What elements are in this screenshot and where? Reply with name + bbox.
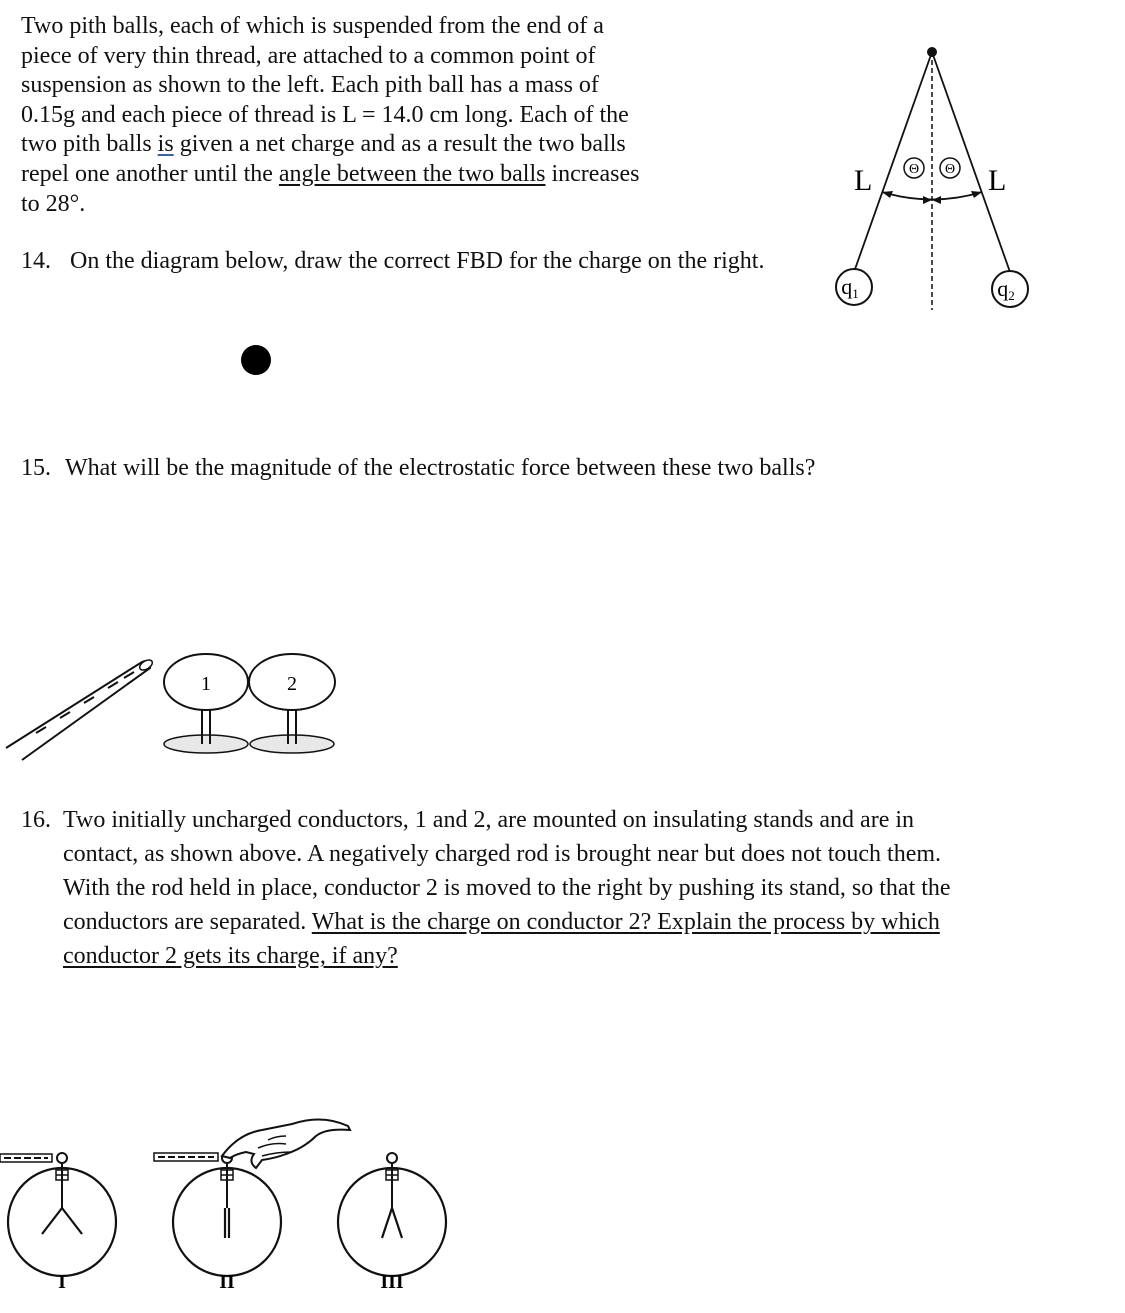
question-14: [21, 248, 764, 275]
intro-line-5a: two pith balls: [21, 131, 158, 158]
intro-line-5b: is: [157, 131, 174, 158]
intro-line-7: to 28°.: [21, 190, 86, 217]
conductor-1: [164, 654, 248, 753]
q2-base: q: [997, 276, 1009, 301]
intro-paragraph: [21, 12, 701, 219]
question-16-line-2: contact, as shown above. A negatively charged rod is brought near but does not touch them.: [63, 841, 942, 867]
theta-left: Θ: [908, 162, 920, 177]
question-14-text: On the diagram below, draw the correct FBD for the charge on the right.: [70, 248, 765, 274]
intro-line-3: suspension as shown to the left. Each pith ball has a mass of: [21, 72, 599, 99]
electroscope-1: [0, 1153, 116, 1293]
intro-line-6: [21, 160, 701, 190]
electroscope-3-leaf-left: [382, 1208, 392, 1238]
arc-arrow-center-right: [932, 196, 941, 204]
arc-arrow-left: [882, 191, 893, 198]
question-16-line-1: [21, 803, 951, 837]
intro-line-4: 0.15g and each piece of thread is L = 14.0 cm long. Each of the: [21, 101, 629, 128]
question-16-line-4: [21, 905, 951, 939]
electroscope-2: [154, 1119, 350, 1293]
question-15: [21, 455, 815, 482]
question-16-line-4a: conductors are separated.: [63, 909, 312, 935]
question-16-line-5-text: conductor 2 gets its charge, if any?: [63, 943, 398, 969]
intro-line-6a: repel one another until the: [21, 160, 279, 187]
electroscope-1-label: I: [58, 1271, 66, 1293]
electroscope-2-label: II: [219, 1271, 235, 1293]
conductors-diagram: [0, 648, 345, 768]
conductor-1-label: 1: [201, 673, 211, 695]
electroscope-3-leaf-right: [392, 1208, 402, 1238]
question-16-line-4b: What is the charge on conductor 2? Explain the process by which: [311, 909, 940, 935]
q2-sub: 2: [1008, 288, 1015, 303]
charged-rod: [6, 658, 154, 760]
question-16-line-1-text: Two initially uncharged conductors, 1 and 2, are mounted on insulating stands and are in: [63, 807, 915, 833]
conductor-2-label: 2: [287, 673, 297, 695]
electroscope-3: [338, 1153, 446, 1293]
question-16-line-3: With the rod held in place, conductor 2 is moved to the right by pushing its stand, so that the: [63, 875, 951, 901]
electroscope-3-label: III: [380, 1271, 404, 1293]
intro-line-2: piece of very thin thread, are attached to a common point of: [21, 42, 596, 69]
thread-length-left: L: [854, 164, 873, 197]
question-15-number: 15.: [21, 455, 51, 481]
electroscope-1-leaf-right: [62, 1208, 82, 1234]
electroscope-1-leaf-left: [42, 1208, 62, 1234]
arc-arrow-right: [971, 191, 982, 198]
thread-length-right: L: [988, 164, 1007, 197]
arc-arrow-center-left: [923, 196, 932, 204]
intro-line-1: Two pith balls, each of which is suspended from the end of a: [21, 13, 604, 39]
theta-right: Θ: [944, 162, 956, 177]
q1-sub: 1: [852, 286, 859, 301]
question-16: [21, 803, 951, 973]
conductor-2: [249, 654, 335, 753]
electroscopes-diagram: [0, 1112, 460, 1302]
q1-base: q: [841, 274, 853, 299]
fbd-charge-dot: [240, 344, 272, 376]
question-16-number: 16.: [21, 807, 51, 833]
intro-line-6c: increases: [545, 160, 640, 187]
intro-line-5c: given a net charge and as a result the two balls: [173, 131, 626, 158]
question-15-text: What will be the magnitude of the electrostatic force between these two balls?: [65, 455, 816, 481]
intro-line-5: [21, 130, 701, 160]
pendulum-diagram: [820, 40, 1050, 320]
question-14-number: 14.: [21, 248, 51, 274]
electroscope-3-knob: [387, 1153, 397, 1163]
conductor-2-stand-base: [250, 735, 334, 753]
intro-line-6b: angle between the two balls: [278, 160, 546, 187]
electroscope-1-knob: [57, 1153, 67, 1163]
conductor-1-stand-base: [164, 735, 248, 753]
question-16-line-5: [21, 939, 951, 973]
